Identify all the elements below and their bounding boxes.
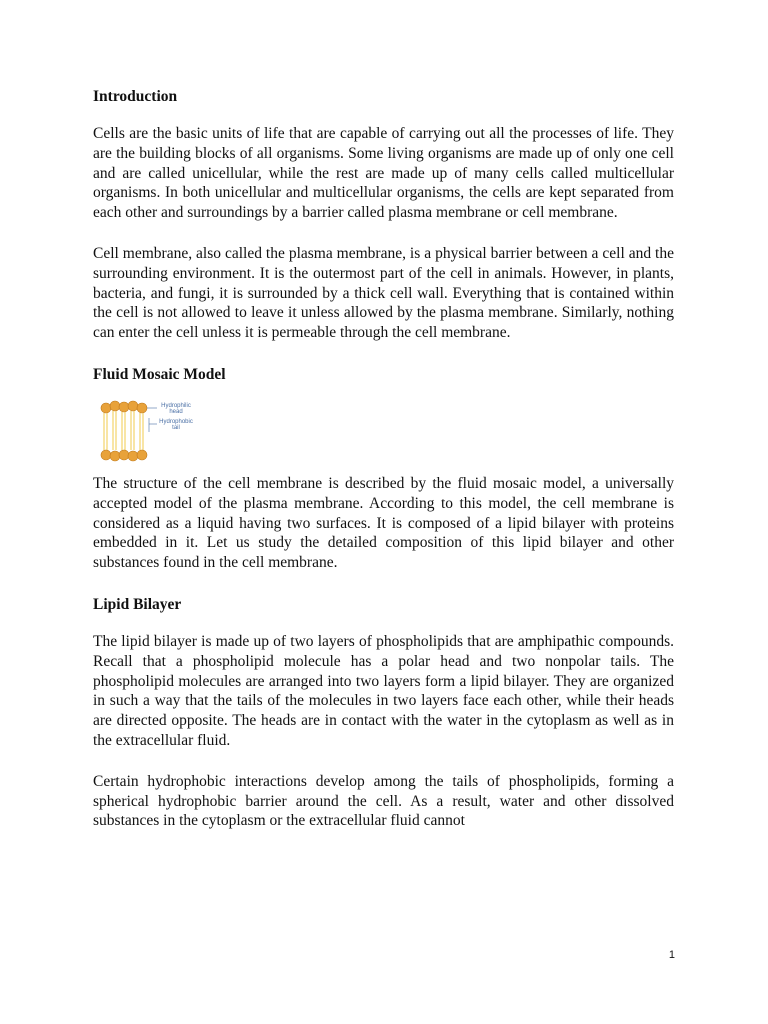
heading-introduction: Introduction [93, 88, 178, 105]
top-heads [101, 401, 147, 413]
lipid-bilayer-paragraph-1: The lipid bilayer is made up of two layers of phospholipids that are amphipathic compounds. Recall that a phospholipid molecule has a polar head and two nonpolar tails. The phospholipid molecules are arranged into two layers form a lipid bilayer. They are organized in such a way that the tails of the molecules in two layers face each other, while their heads are directed opposite. The heads are in contact with the water in the cytoplasm as well as in the extracellular fluid. [93, 632, 674, 749]
intro-paragraph-1: Cells are the basic units of life that are capable of carrying out all the processes of life. They are the building blocks of all organisms. Some living organisms are made up of only one cell and are called unicellular, while the rest are made up of many cells called multicellular organisms. In both unicellular and multicellular organisms, the cells are kept separated from each other and surroundings by a barrier called plasma membrane or cell membrane. [93, 125, 674, 222]
hydrophobic-tail-label: Hydrophobic tail [159, 418, 193, 431]
fluid-mosaic-paragraph: The structure of the cell membrane is described by the fluid mosaic model, a universally accepted model of the plasma membrane. According to this model, the cell membrane is considered as a liquid having two surfaces. It is composed of a lipid bilayer with proteins embedded in it. Let us study the detailed composition of this lipid bilayer and other substances found in the cell membrane. [93, 474, 674, 572]
bottom-heads [101, 450, 147, 461]
hydrophilic-head-label: Hydrophilic head [161, 402, 191, 415]
page-number: 1 [668, 949, 675, 961]
phospholipid-bilayer-figure [93, 398, 203, 468]
heading-lipid-bilayer: Lipid Bilayer [93, 595, 182, 613]
tails [104, 411, 143, 450]
document-page [93, 86, 674, 831]
heading-fluid-mosaic-model: Fluid Mosaic Model [93, 365, 226, 383]
intro-paragraph-2: Cell membrane, also called the plasma membrane, is a physical barrier between a cell and the surrounding environment. It is the outermost part of the cell in animals. However, in plants, bacteria, and fungi, it is surrounded by a thick cell wall. Everything that is contained within the cell is not allowed to leave it unless allowed by the plasma membrane. Similarly, nothing can enter the cell unless it is permeable through the cell membrane. [93, 244, 674, 342]
lipid-bilayer-paragraph-2: Certain hydrophobic interactions develop among the tails of phospholipids, forming a spherical hydrophobic barrier around the cell. As a result, water and other dissolved substances in the cytoplasm or the extracellular fluid cannot [93, 772, 674, 830]
